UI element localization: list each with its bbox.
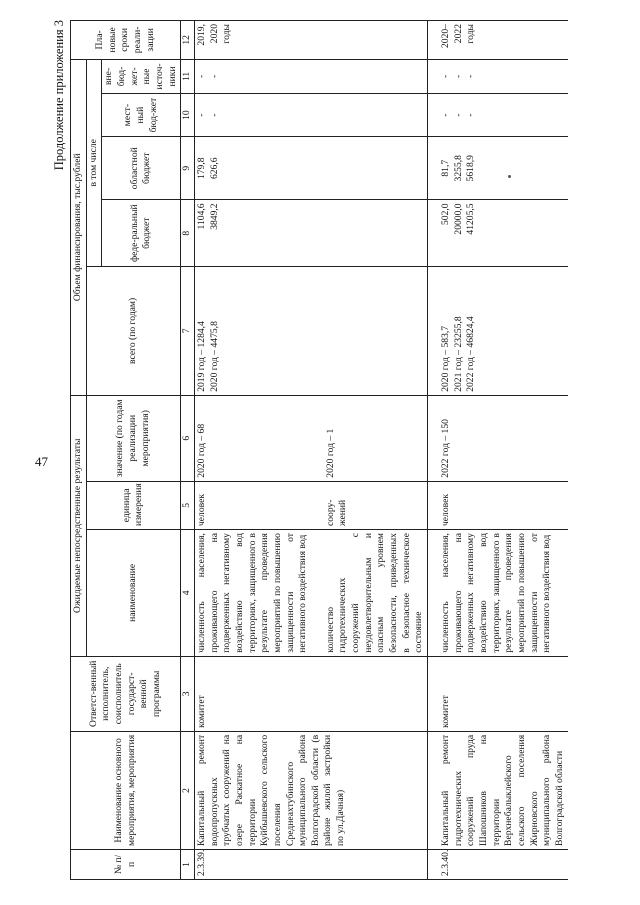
result-unit: человек bbox=[194, 481, 310, 529]
column-number: 4 bbox=[181, 530, 195, 657]
result-name: численность населения, проживающего на подверженных негативному воздействию вод территориях, защищенного в результате проведения мероприятий по повышению защищенности от негативного воздействия вод bbox=[428, 530, 568, 657]
header-result-name: наименование bbox=[86, 530, 181, 657]
funding-total: 2019 год – 1284,4 2020 год – 4475,8 bbox=[194, 266, 427, 395]
result-value: 2020 год – 68 bbox=[194, 395, 310, 481]
header-federal: феде-ральный бюджет bbox=[102, 200, 181, 267]
column-number: 3 bbox=[181, 656, 195, 731]
result-value: 2022 год – 150 bbox=[428, 395, 568, 481]
column-number: 1 bbox=[181, 849, 195, 879]
implementation-period: 2020–2022 годы bbox=[428, 21, 568, 60]
funding-federal: 1104,6 3849,2 bbox=[194, 200, 427, 267]
table-row bbox=[194, 21, 310, 880]
header-expected-results: Ожидаемые непосредственные результаты bbox=[71, 395, 87, 656]
column-number: 8 bbox=[181, 200, 195, 267]
funding-total: 2020 год – 583,7 2021 год – 23255,8 2022 год – 46824,4 bbox=[428, 266, 568, 395]
column-number: 6 bbox=[181, 395, 195, 481]
funding-extrabudget: - - bbox=[194, 59, 427, 93]
result-unit: человек bbox=[428, 481, 568, 529]
header-local: мест-ный бюд-жет bbox=[102, 94, 181, 137]
header-result-value: значение (по годам реализации мероприятия) bbox=[86, 395, 181, 481]
result-name: количество гидротехнических сооружений с неудовлетворительным и опасным уровнем безопасности, приведенных в безопасное техническое состояние bbox=[311, 530, 428, 657]
column-number: 9 bbox=[181, 137, 195, 200]
header-regional: областной бюджет bbox=[102, 137, 181, 200]
responsible: комитет bbox=[428, 656, 568, 731]
column-number: 10 bbox=[181, 94, 195, 137]
funding-regional: 179,8 626,6 bbox=[194, 137, 427, 200]
header-measure-name: Наименование основного мероприятия, мероприятия bbox=[71, 731, 181, 849]
header-period: Пла-новые сроки реали-зации bbox=[71, 21, 181, 60]
responsible: комитет bbox=[194, 656, 427, 731]
header-extrabudget: вне-бюд-жет-ные источ-ники bbox=[102, 59, 181, 93]
header-responsible: Ответст-венный исполнитель, соисполнитель государст-венной программы bbox=[71, 656, 181, 731]
scan-dot bbox=[508, 175, 511, 178]
header-number: № п/п bbox=[71, 849, 181, 879]
funding-federal: 502,0 20000,0 41205,5 bbox=[428, 200, 568, 267]
header-result-unit: единица измерения bbox=[86, 481, 181, 529]
rotated-page bbox=[50, 20, 618, 880]
column-number: 5 bbox=[181, 481, 195, 529]
header-including: в том числе bbox=[86, 59, 102, 266]
financing-table bbox=[70, 20, 568, 880]
measure-name: Капитальный ремонт водопропускных трубчатых сооружений на озере Раскатное на территории Куйбышевского сельского поселения Среднеахтубинского муниципального района Волгоградской области (в районе жилой застройки по ул.Дачная) bbox=[194, 731, 427, 849]
measure-name: Капитальный ремонт гидротехнических сооружений пруда Шапошников на территории Верхнебалыклейского сельского поселения Жирновского муниципального района Волгоградской области bbox=[428, 731, 568, 849]
page-number: 47 bbox=[35, 454, 48, 469]
appendix-caption: Продолжение приложения 3 bbox=[52, 20, 66, 171]
column-number: 12 bbox=[181, 21, 195, 60]
column-number: 2 bbox=[181, 731, 195, 849]
column-numbers bbox=[181, 21, 195, 880]
result-value: 2020 год – 1 bbox=[311, 395, 428, 481]
result-unit: соору-жений bbox=[311, 481, 428, 529]
column-number: 7 bbox=[181, 266, 195, 395]
row-number: 2.3.40. bbox=[428, 849, 568, 879]
row-number: 2.3.39. bbox=[194, 849, 427, 879]
funding-regional: 81,7 3255,8 5618,9 bbox=[428, 137, 568, 200]
result-name: численность населения, проживающего на подверженных негативному воздействию вод территориях, защищенного в результате проведения мероприятий по повышению защищенности от негативного воздействия вод bbox=[194, 530, 310, 657]
header-funding: Объем финансирования, тыс.рублей bbox=[71, 59, 87, 395]
table-header bbox=[71, 21, 195, 880]
funding-local: - - - bbox=[428, 94, 568, 137]
funding-local: - - bbox=[194, 94, 427, 137]
header-total: всего (по годам) bbox=[86, 266, 181, 395]
table-row bbox=[428, 21, 568, 880]
funding-extrabudget: - - - bbox=[428, 59, 568, 93]
implementation-period: 2019, 2020 годы bbox=[194, 21, 427, 60]
column-number: 11 bbox=[181, 59, 195, 93]
